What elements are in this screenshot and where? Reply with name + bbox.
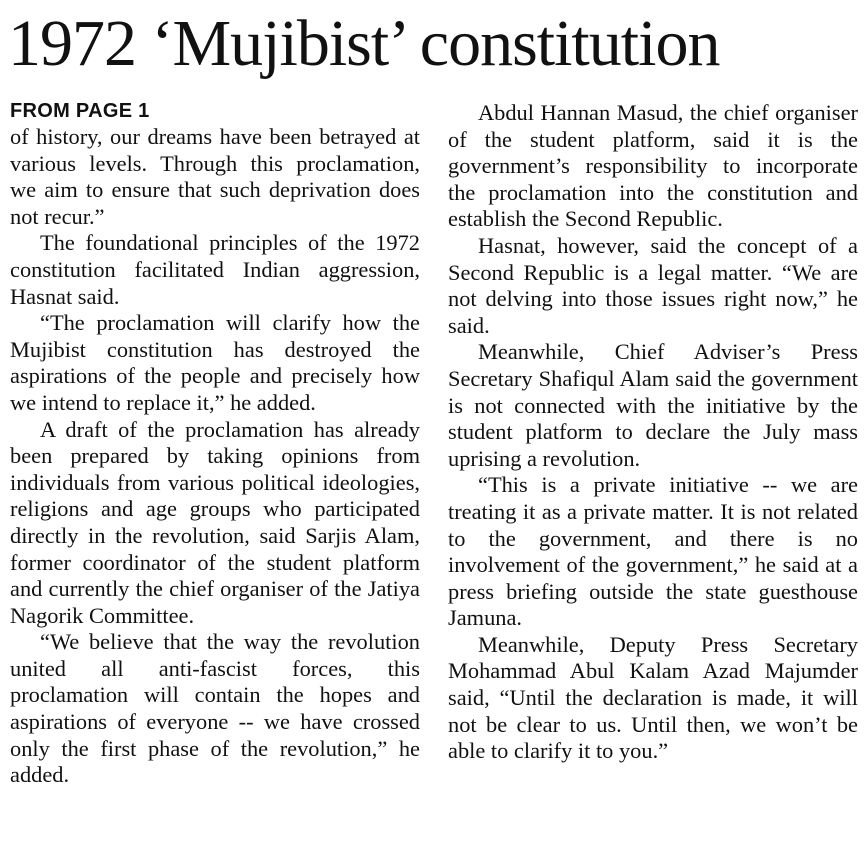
- jump-label: FROM PAGE 1: [10, 100, 150, 122]
- paragraph: “We believe that the way the revolution united all anti-fascist forces, this proclamation will contain the hopes and aspirations of everyone -- we have crossed only the first phase of the revolution,” he added.: [10, 629, 420, 788]
- paragraph: “The proclamation will clarify how the Mujibist constitution has destroyed the aspirations of the people and precisely how we intend to replace it,” he added.: [10, 310, 420, 415]
- paragraph: of history, our dreams have been betrayed at various levels. Through this proclamation, we aim to ensure that such deprivation does not recur.”: [10, 124, 420, 229]
- paragraph: Meanwhile, Deputy Press Secretary Mohammad Abul Kalam Azad Majumder said, “Until the declaration is made, it will not be clear to us. Until then, we won’t be able to clarify it to you.”: [448, 631, 858, 764]
- paragraph: Abdul Hannan Masud, the chief organiser of the student platform, said it is the government’s responsibility to incorporate the proclamation into the constitution and establish the Second Republic.: [448, 100, 858, 232]
- article-column-left: [10, 98, 420, 789]
- paragraph: Hasnat, however, said the concept of a Second Republic is a legal matter. “We are not delving into those issues right now,” he said.: [448, 232, 858, 338]
- paragraph: A draft of the proclamation has already been prepared by taking opinions from individuals from various political ideologies, religions and age groups who participated directly in the revolution, said Sarjis Alam, former coordinator of the student platform and currently the chief organiser of the Jatiya Nagorik Committee.: [10, 416, 420, 628]
- article-column-right: [448, 100, 858, 765]
- headline: 1972 ‘Mujibist’ constitution: [8, 7, 720, 80]
- paragraph: Meanwhile, Chief Adviser’s Press Secretary Shafiqul Alam said the government is not connected with the initiative by the student platform to declare the July mass uprising a revolution.: [448, 339, 858, 471]
- paragraph: The foundational principles of the 1972 constitution facilitated Indian aggression, Hasnat said.: [10, 230, 420, 309]
- paragraph: “This is a private initiative -- we are treating it as a private matter. It is not related to the government, and there is no involvement of the government,” he said at a press briefing outside the state guesthouse Jamuna.: [448, 472, 858, 631]
